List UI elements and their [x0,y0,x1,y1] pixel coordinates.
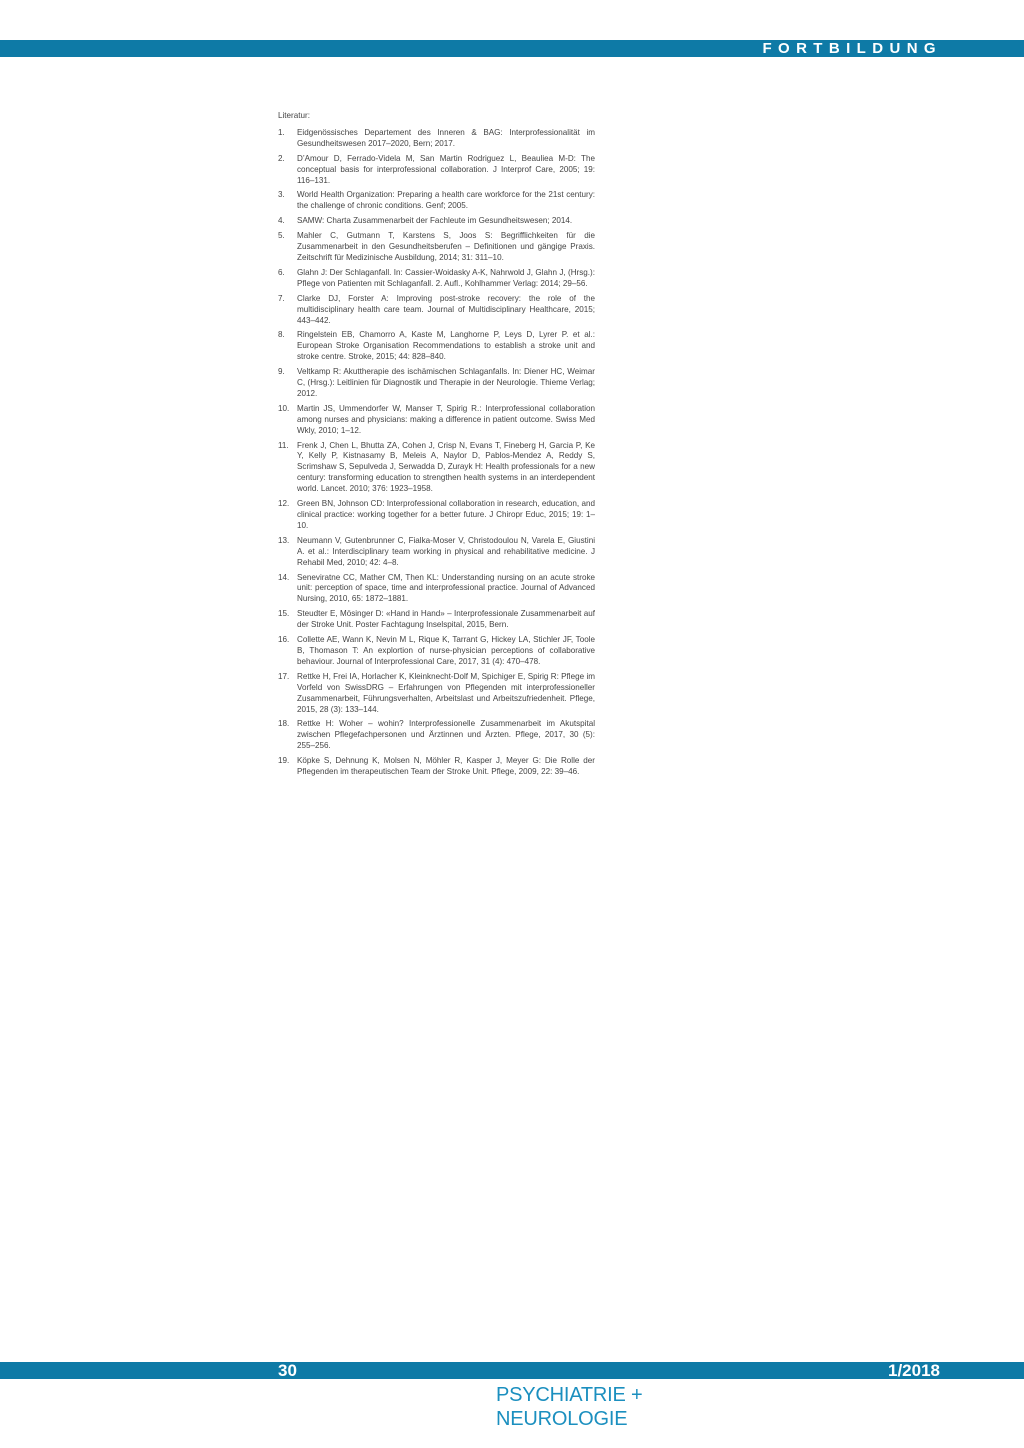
reference-number: 18. [278,719,290,729]
reference-item [278,635,595,668]
reference-text: Ringelstein EB, Chamorro A, Kaste M, Langhorne P, Leys D, Lyrer P. et al.: European Stroke Organisation Recommendations to establish a stroke unit and stroke centre. Stroke, 2015; 44: 828–840. [297,330,595,362]
reference-number: 15. [278,609,290,619]
literature-section [278,111,595,782]
reference-number: 11. [278,440,289,450]
reference-item [278,294,595,327]
reference-number: 17. [278,671,290,681]
reference-text: Neumann V, Gutenbrunner C, Fialka-Moser V, Christodoulou N, Varela E, Giustini A. et al.: Interdisciplinary team working in physical and rehabilitative medicine. J Rehabil Med, 2010; 42: 4–8. [297,535,595,567]
reference-item [278,441,595,496]
reference-text: Veltkamp R: Akuttherapie des ischämischen Schlaganfalls. In: Diener HC, Weimar C, (Hrsg.): Leitlinien für Diagnostik und Therapie in der Neurologie. Thieme Verlag; 2012. [297,367,595,398]
reference-text: Köpke S, Dehnung K, Molsen N, Möhler R, Kasper J, Meyer G: Die Rolle der Pflegenden im therapeutischen Team der Stroke Unit. Pflege, 2009, 22: 39–46. [297,756,595,777]
reference-text: D’Amour D, Ferrado-Videla M, San Martin Rodriguez L, Beauliea M-D: The conceptual basis for interprofessional collaboration. J Interprof Care, 2005; 19: 116–131. [297,153,595,185]
reference-item [278,330,595,363]
reference-number: 7. [278,293,285,303]
reference-text: Martin JS, Ummendorfer W, Manser T, Spirig R.: Interprofessional collaboration among nurses and physicians: making a difference in patient outcome. Swiss Med Wkly, 2010; 1–12. [297,403,595,435]
reference-text: Seneviratne CC, Mather CM, Then KL: Understanding nursing on an acute stroke unit: perception of space, time and interprofessional practice. Journal of Advanced Nursing, 2010, 65: 1872–1881. [297,572,595,604]
reference-item [278,190,595,212]
issue-number: 1/2018 [888,1361,940,1380]
reference-text: Green BN, Johnson CD: Interprofessional collaboration in research, education, and clinical practice: working together for a better future. J Chiropr Educ, 2015; 19: 1–10. [297,499,595,530]
section-title: FORTBILDUNG [762,40,942,57]
reference-list [278,128,595,778]
reference-item [278,756,595,778]
reference-number: 4. [278,216,285,226]
reference-text: Glahn J: Der Schlaganfall. In: Cassier-Woidasky A-K, Nahrwold J, Glahn J, (Hrsg.): Pflege von Patienten mit Schlaganfall. 2. Aufl., Kohlhammer Verlag: 2014; 29–56. [297,267,595,288]
reference-item [278,499,595,532]
reference-item [278,672,595,716]
reference-text: SAMW: Charta Zusammenarbeit der Fachleute im Gesundheitswesen; 2014. [297,216,573,226]
footer-bar [0,1362,1024,1379]
reference-number: 2. [278,153,285,163]
reference-number: 13. [278,535,290,545]
reference-item [278,573,595,606]
reference-number: 5. [278,231,285,241]
reference-number: 14. [278,572,290,582]
literature-heading: Literatur: [278,111,310,120]
reference-item [278,536,595,569]
reference-number: 6. [278,267,285,277]
reference-text: Rettke H: Woher – wohin? Interprofessionelle Zusammenarbeit im Akutspital zwischen Pflegefachpersonen und Ärztinnen und Ärzten. Pflege, 2017, 30 (5): 255–256. [297,719,595,751]
reference-item [278,404,595,437]
reference-text: Clarke DJ, Forster A: Improving post-stroke recovery: the role of the multidisciplinary health care team. Journal of Multidisciplinary Healthcare, 2015; 443–442. [297,293,595,325]
reference-item [278,128,595,150]
reference-text: Rettke H, Frei IA, Horlacher K, Kleinknecht-Dolf M, Spichiger E, Spirig R: Pflege im Vorfeld von SwissDRG – Erfahrungen von Pflegenden mit interprofessioneller Zusammenarbeit, Führungsverhalten, Arbeitslast und Arbeitszufriedenheit. Pflege, 2015, 28 (3): 133–144. [297,671,595,714]
journal-title: PSYCHIATRIE + NEUROLOGIE [496,1384,643,1430]
reference-number: 19. [278,756,290,766]
reference-item [278,231,595,264]
reference-text: Eidgenössisches Departement des Inneren & BAG: Interprofessionalität im Gesundheitswesen 2017–2020, Bern; 2017. [297,127,595,148]
reference-item [278,367,595,400]
reference-item [278,719,595,752]
reference-item [278,609,595,631]
reference-number: 9. [278,367,285,377]
reference-text: Mahler C, Gutmann T, Karstens S, Joos S: Begrifflichkeiten für die Zusammenarbeit in den Gesundheitsberufen – Definitionen und gängige Praxis. Zeitschrift für Medizinische Ausbildung, 2014; 31: 311–10. [297,231,595,262]
header-bar [0,40,1024,57]
reference-item [278,154,595,187]
reference-text: Frenk J, Chen L, Bhutta ZA, Cohen J, Crisp N, Evans T, Fineberg H, Garcia P, Ke Y, Kelly P, Kistnasamy B, Meleis A, Naylor D, Pablos-Mendez A, Reddy S, Scrimshaw S, Sepulveda J, Serwadda D, Zurayk H: Health professionals for a new century: transforming education to strengthen health systems in an interdependent world. Lancet. 2010; 376: 1923–1958. [297,440,595,494]
reference-number: 8. [278,330,285,340]
reference-number: 3. [278,190,285,200]
reference-item [278,268,595,290]
reference-number: 16. [278,635,290,645]
reference-text: World Health Organization: Preparing a health care workforce for the 21st century: the challenge of chronic conditions. Genf; 2005. [297,190,595,211]
reference-text: Collette AE, Wann K, Nevin M L, Rique K, Tarrant G, Hickey LA, Stichler JF, Toole B, Thomason T: An explortion of nurse-physician perceptions of collaborative behaviour. Journal of Interprofessional Care, 2017, 31 (4): 470–478. [297,635,595,666]
reference-number: 1. [278,127,285,137]
page-number: 30 [278,1361,297,1380]
reference-number: 12. [278,499,290,509]
reference-text: Steudter E, Mösinger D: «Hand in Hand» – Interprofessionale Zusammenarbeit auf der Stroke Unit. Poster Fachtagung Inselspital, 2015, Bern. [297,609,595,630]
reference-number: 10. [278,403,290,413]
reference-item [278,216,595,227]
